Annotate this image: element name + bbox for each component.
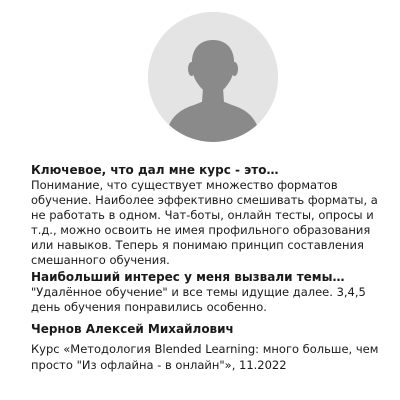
review-heading-interests: Наибольший интерес у меня вызвали темы… [31,270,345,284]
review-heading-key-takeaway: Ключевое, что дал мне курс - это… [31,163,279,177]
review-paragraph-key-takeaway: Понимание, что существует множество форматов обучение. Наиболее эффективно смешивать форматы, а не работать в одном. Чат-боты, онлайн тесты, опросы и т.д., можно освоить не имея профильного образования или навыков. Теперь я понимаю принцип составления смешанного обучения. [31,178,378,267]
avatar [148,12,278,142]
author-block [31,322,381,373]
review-paragraph-interests: "Удалённое обучение" и все темы идущие далее. 3,4,5 день обучения понравились особенно. [31,285,366,314]
author-name: Чернов Алексей Михайлович [31,322,234,336]
course-info: Курс «Методология Blended Learning: много больше, чем просто "Из офлайна - в онлайн"», 11.2022 [31,342,379,372]
user-silhouette-icon [148,12,278,142]
review-block [31,163,381,315]
